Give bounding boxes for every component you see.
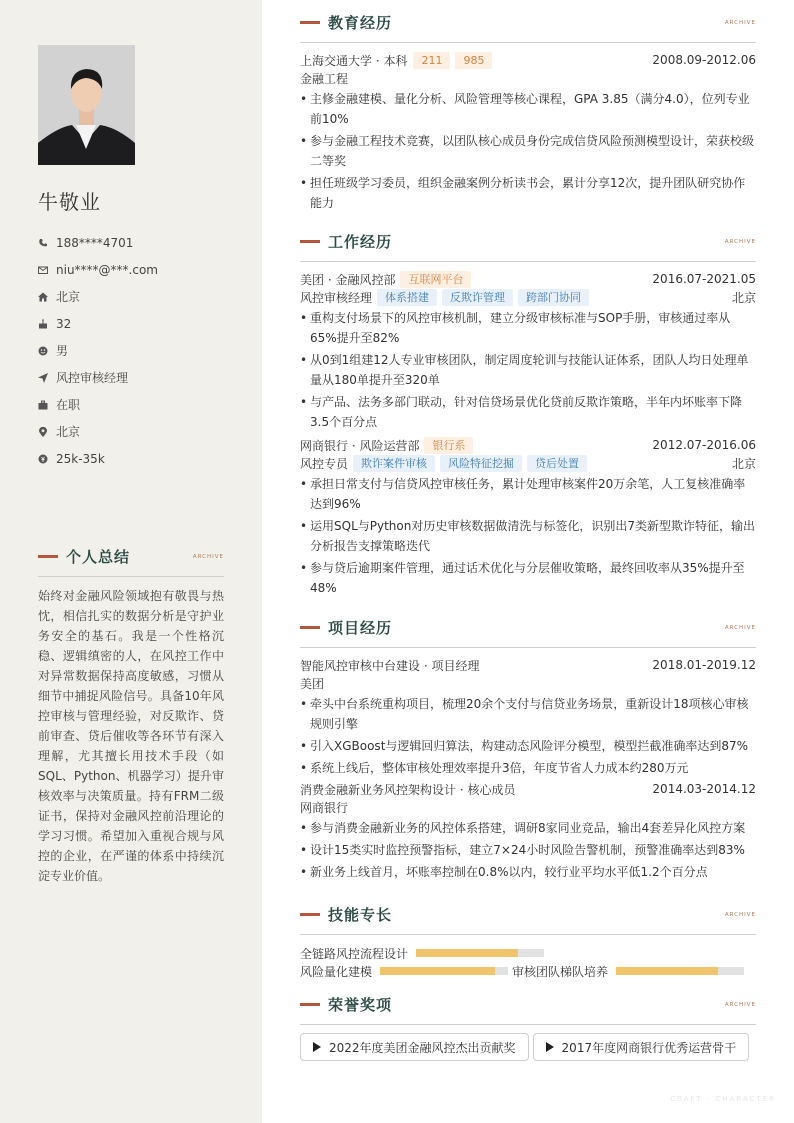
award-text: 2017年度网商银行优秀运营骨干 bbox=[561, 1040, 737, 1055]
work-title: 工作经历 bbox=[328, 233, 393, 251]
skill-name: 全链路风控流程设计 bbox=[300, 946, 409, 961]
sidebar bbox=[0, 0, 262, 1123]
contact-email-text: niu****@***.com bbox=[56, 262, 158, 277]
skill-bar-fill bbox=[416, 949, 518, 957]
contact-list bbox=[38, 229, 238, 472]
section-divider bbox=[300, 1024, 756, 1025]
skill-item bbox=[512, 962, 744, 980]
skill-bar bbox=[416, 949, 544, 957]
work-period: 2016.07-2021.05 bbox=[652, 272, 756, 286]
contact-position-text: 风控审核经理 bbox=[56, 371, 129, 385]
work-bullets bbox=[300, 474, 756, 598]
project-org-row bbox=[300, 674, 756, 692]
education-major-row bbox=[300, 69, 756, 87]
salary-icon bbox=[38, 454, 56, 464]
summary-section bbox=[38, 546, 224, 886]
work-period: 2012.07-2016.06 bbox=[652, 438, 756, 452]
list-item: • 引入XGBoost与逻辑回归算法，构建动态风险评分模型，模型拦截准确率达到87% bbox=[300, 736, 756, 756]
skills-title: 技能专长 bbox=[328, 906, 393, 924]
honors-header bbox=[300, 994, 756, 1015]
archive-label: ARCHIVE bbox=[724, 624, 756, 631]
work-section bbox=[300, 231, 756, 598]
email-icon bbox=[38, 265, 56, 275]
work-role-row bbox=[300, 454, 756, 472]
archive-label: ARCHIVE bbox=[724, 19, 756, 26]
role-tag: 风险特征挖掘 bbox=[440, 455, 522, 472]
honors-section bbox=[300, 994, 756, 1061]
work-bullets bbox=[300, 308, 756, 432]
honors-title: 荣誉奖项 bbox=[328, 996, 393, 1014]
list-item: • 运用SQL与Python对历史审核数据做清洗与标签化，识别出7类新型欺诈特征，输出分析报告支撑策略迭代 bbox=[300, 516, 756, 556]
contact-phone bbox=[38, 229, 238, 256]
education-period: 2008.09-2012.06 bbox=[652, 53, 756, 67]
work-company-row bbox=[300, 436, 756, 454]
contact-age bbox=[38, 310, 238, 337]
section-divider bbox=[300, 42, 756, 43]
list-item: • 牵头中台系统重构项目，梳理20余个支付与信贷业务场景，重新设计18项核心审核规则引擎 bbox=[300, 694, 756, 734]
contact-salary bbox=[38, 445, 238, 472]
project-org: 美团 bbox=[300, 676, 325, 691]
section-accent-bar bbox=[300, 626, 320, 629]
skill-bar-fill bbox=[616, 967, 718, 975]
work-role-row bbox=[300, 288, 756, 306]
company-tag: 互联网平台 bbox=[400, 271, 471, 288]
work-role: 风控审核经理 bbox=[300, 290, 373, 305]
list-item: • 从0到1组建12人专业审核团队，制定周度轮训与技能认证体系，团队人均日处理单量从180单提升至320单 bbox=[300, 350, 756, 390]
contact-status-text: 在职 bbox=[56, 398, 81, 412]
cake-icon bbox=[38, 319, 56, 329]
skill-item bbox=[300, 962, 508, 980]
role-tag: 反欺诈管理 bbox=[442, 289, 513, 306]
archive-label: ARCHIVE bbox=[724, 238, 756, 245]
contact-home-text: 北京 bbox=[56, 290, 81, 304]
home-icon bbox=[38, 292, 56, 302]
contact-gender-text: 男 bbox=[56, 344, 69, 358]
skills-header bbox=[300, 904, 756, 925]
list-item: • 系统上线后，整体审核处理效率提升3倍，年度节省人力成本约280万元 bbox=[300, 758, 756, 778]
role-tag: 贷后处置 bbox=[527, 455, 587, 472]
education-bullets bbox=[300, 89, 756, 213]
contact-status bbox=[38, 391, 238, 418]
work-city: 北京 bbox=[731, 290, 756, 305]
contact-phone-text: 188****4701 bbox=[56, 235, 134, 250]
section-accent-bar bbox=[300, 1003, 320, 1006]
work-city: 北京 bbox=[731, 456, 756, 471]
education-entry bbox=[300, 51, 756, 213]
project-period: 2014.03-2014.12 bbox=[652, 782, 756, 796]
list-item: • 参与消费金融新业务的风控体系搭建，调研8家同业竞品，输出4套差异化风控方案 bbox=[300, 818, 756, 838]
briefcase-icon bbox=[38, 400, 56, 410]
footer-watermark: CRAFT · CHARACTER bbox=[670, 1095, 776, 1103]
role-tag: 跨部门协同 bbox=[518, 289, 589, 306]
phone-icon bbox=[38, 238, 56, 248]
list-item: • 担任班级学习委员，组织金融案例分析读书会，累计分享12次，提升团队研究协作能力 bbox=[300, 173, 756, 213]
contact-age-text: 32 bbox=[56, 316, 72, 331]
list-item: • 重构支付场景下的风控审核机制，建立分级审核标准与SOP手册，审核通过率从65%提升至82% bbox=[300, 308, 756, 348]
skill-name: 风险量化建模 bbox=[300, 964, 373, 979]
projects-section bbox=[300, 617, 756, 882]
work-company: 网商银行 · 风险运营部 bbox=[300, 438, 420, 453]
contact-salary-text: 25k-35k bbox=[56, 451, 105, 466]
section-divider bbox=[38, 576, 224, 577]
list-item: • 设计15类实时监控预警指标，建立7×24小时风险告警机制，预警准确率达到83% bbox=[300, 840, 756, 860]
list-item: • 主修金融建模、量化分析、风险管理等核心课程，GPA 3.85（满分4.0），位列专业前10% bbox=[300, 89, 756, 129]
list-item: • 与产品、法务多部门联动，针对信贷场景优化贷前反欺诈策略，半年内坏账率下降3.5个百分点 bbox=[300, 392, 756, 432]
project-name: 智能风控审核中台建设 · 项目经理 bbox=[300, 658, 480, 673]
list-item: • 承担日常支付与信贷风控审核任务，累计处理审核案件20万余笔，人工复核准确率达到96% bbox=[300, 474, 756, 514]
awards-list bbox=[300, 1033, 756, 1061]
section-divider bbox=[300, 647, 756, 648]
project-entry bbox=[300, 780, 756, 882]
work-role: 风控专员 bbox=[300, 456, 349, 471]
project-name: 消费金融新业务风控架构设计 · 核心成员 bbox=[300, 782, 516, 797]
award-item bbox=[300, 1033, 529, 1061]
role-tag: 体系搭建 bbox=[377, 289, 437, 306]
contact-home bbox=[38, 283, 238, 310]
summary-title: 个人总结 bbox=[66, 548, 131, 566]
list-item: • 参与贷后逾期案件管理，通过话术优化与分层催收策略，最终回收率从35%提升至48% bbox=[300, 558, 756, 598]
project-bullets bbox=[300, 694, 756, 778]
education-section bbox=[300, 12, 756, 213]
education-tag: 211 bbox=[413, 52, 450, 69]
archive-label: ARCHIVE bbox=[192, 553, 224, 560]
section-divider bbox=[300, 934, 756, 935]
summary-header bbox=[38, 546, 224, 567]
award-item bbox=[533, 1033, 750, 1061]
education-school: 上海交通大学 · 本科 bbox=[300, 53, 408, 68]
project-name-row bbox=[300, 656, 756, 674]
contact-location bbox=[38, 418, 238, 445]
section-accent-bar bbox=[38, 555, 58, 558]
education-school-row bbox=[300, 51, 756, 69]
company-tag: 银行系 bbox=[424, 437, 473, 454]
send-icon bbox=[38, 373, 56, 383]
list-item: • 新业务上线首月，坏账率控制在0.8%以内，较行业平均水平低1.2个百分点 bbox=[300, 862, 756, 882]
projects-title: 项目经历 bbox=[328, 619, 393, 637]
skill-bar bbox=[380, 967, 508, 975]
contact-position bbox=[38, 364, 238, 391]
profile-photo bbox=[38, 45, 135, 165]
gender-icon bbox=[38, 346, 56, 356]
education-tag: 985 bbox=[455, 52, 492, 69]
contact-email bbox=[38, 256, 238, 283]
skill-bar bbox=[616, 967, 744, 975]
award-text: 2022年度美团金融风控杰出贡献奖 bbox=[329, 1040, 516, 1055]
education-header bbox=[300, 12, 756, 33]
work-company: 美团 · 金融风控部 bbox=[300, 272, 396, 287]
candidate-name: 牛敬业 bbox=[38, 190, 101, 214]
work-company-row bbox=[300, 270, 756, 288]
skill-bar-fill bbox=[380, 967, 495, 975]
work-entry bbox=[300, 436, 756, 598]
section-accent-bar bbox=[300, 913, 320, 916]
education-title: 教育经历 bbox=[328, 14, 393, 32]
role-tag: 欺诈案件审核 bbox=[353, 455, 435, 472]
skills-section bbox=[300, 904, 756, 980]
skill-name: 审核团队梯队培养 bbox=[512, 964, 609, 979]
work-entry bbox=[300, 270, 756, 432]
project-name-row bbox=[300, 780, 756, 798]
project-org-row bbox=[300, 798, 756, 816]
location-icon bbox=[38, 427, 56, 437]
project-entry bbox=[300, 656, 756, 778]
archive-label: ARCHIVE bbox=[724, 911, 756, 918]
project-org: 网商银行 bbox=[300, 800, 349, 815]
projects-header bbox=[300, 617, 756, 638]
skill-item bbox=[300, 944, 544, 962]
education-major: 金融工程 bbox=[300, 71, 349, 86]
contact-location-text: 北京 bbox=[56, 425, 81, 439]
play-icon bbox=[546, 1042, 554, 1052]
summary-text: 始终对金融风险领域抱有敬畏与热忱，相信扎实的数据分析是守护业务安全的基石。我是一个性格沉稳、逻辑缜密的人，在风控工作中对异常数据保持高度敏感，习惯从细节中捕捉风险信号。具备10年风控审核与管理经验，对反欺诈、贷前审查、贷后催收等各环节有深入理解，尤其擅长用技术手段（如SQL、Python、机器学习）提升审核效率与决策质量。持有FRM二级证书，保持对金融风控前沿理论的学习习惯。希望加入重视合规与风控的企业，在严谨的体系中持续沉淀专业价值。 bbox=[38, 589, 224, 883]
archive-label: ARCHIVE bbox=[724, 1001, 756, 1008]
project-period: 2018.01-2019.12 bbox=[652, 658, 756, 672]
section-divider bbox=[300, 261, 756, 262]
list-item: • 参与金融工程技术竞赛，以团队核心成员身份完成信贷风险预测模型设计，荣获校级二等奖 bbox=[300, 131, 756, 171]
play-icon bbox=[313, 1042, 321, 1052]
skills-list bbox=[300, 944, 756, 980]
work-header bbox=[300, 231, 756, 252]
section-accent-bar bbox=[300, 21, 320, 24]
section-accent-bar bbox=[300, 240, 320, 243]
contact-gender bbox=[38, 337, 238, 364]
project-bullets bbox=[300, 818, 756, 882]
